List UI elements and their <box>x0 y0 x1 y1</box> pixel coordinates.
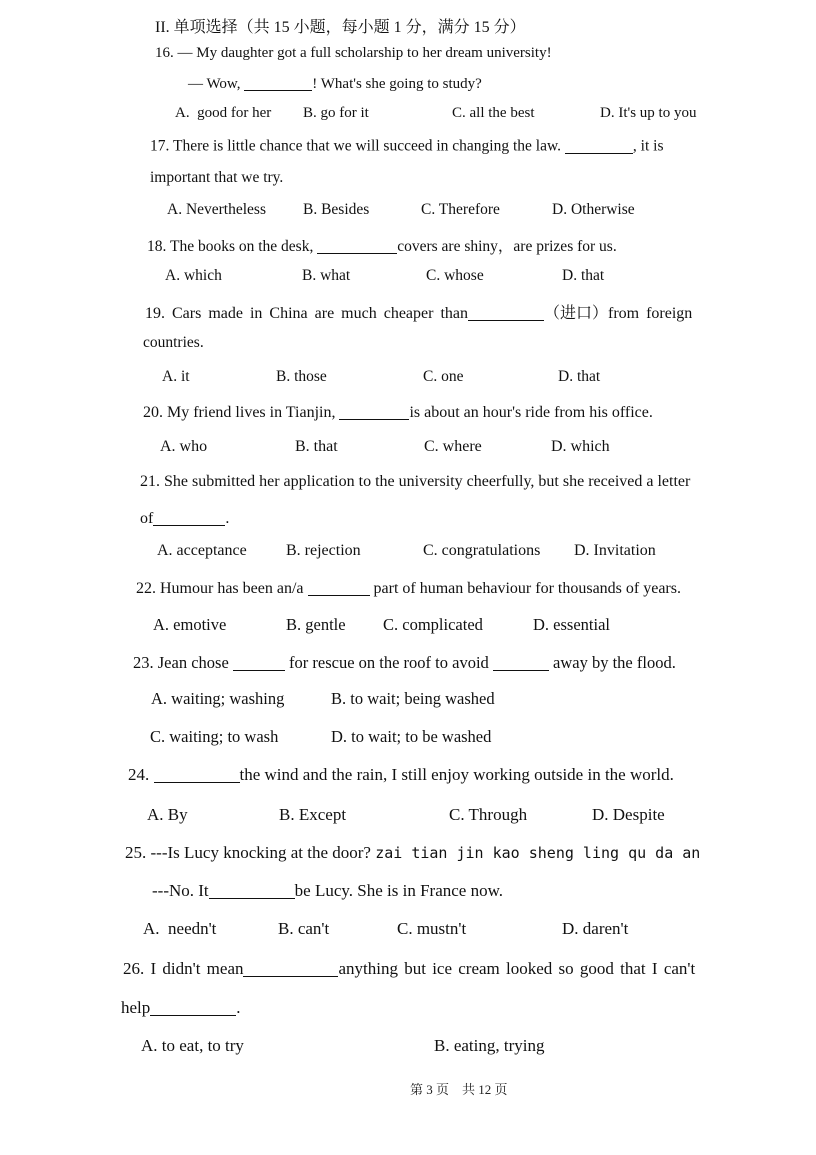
q16-response <box>188 75 482 93</box>
q20-prompt-start: 20. My friend lives in Tianjin, <box>143 404 340 421</box>
q22-blank <box>308 579 370 596</box>
q24-prompt-start: 24. <box>128 765 154 784</box>
q22-option-d: D. essential <box>533 615 610 634</box>
q23-blank-1 <box>233 654 285 672</box>
q26-blank-2 <box>150 998 236 1016</box>
q23-prompt-start: 23. Jean chose <box>133 653 233 672</box>
q21-prompt-start: of <box>140 510 154 527</box>
q25-response-end: be Lucy. She is in France now. <box>294 881 504 900</box>
q25-option-d: D. daren't <box>562 919 629 938</box>
q22-option-c: C. complicated <box>383 615 483 634</box>
q18-option-b: B. what <box>302 267 351 284</box>
q21-option-d: D. Invitation <box>574 542 656 559</box>
q19-prompt <box>145 300 692 323</box>
q17-prompt-start: 17. There is little chance that we will succeed in changing the law. <box>150 137 565 155</box>
q19-blank <box>468 304 544 321</box>
q25-option-c: C. mustn't <box>397 919 467 938</box>
q23-option-d: D. to wait; to be washed <box>331 727 492 746</box>
q21-option-b: B. rejection <box>286 542 361 559</box>
q17-prompt <box>150 137 664 156</box>
q20-prompt-end: is about an hour's ride from his office. <box>409 404 653 421</box>
q16-option-a: A. good for her <box>175 105 272 121</box>
q16-prompt: 16. — My daughter got a full scholarship to her dream university! <box>155 45 552 61</box>
q18-option-d: D. that <box>562 267 605 284</box>
q25-response <box>152 881 503 901</box>
q26-prompt-end: anything but ice cream looked so good that I can't <box>338 959 696 978</box>
q19-option-c: C. one <box>423 368 464 385</box>
q19-prompt-start: 19. Cars made in China are much cheaper than <box>145 305 468 322</box>
q19-prompt-cont: countries. <box>143 334 204 351</box>
q21-blank <box>153 509 225 526</box>
q21-prompt-end: . <box>225 510 230 527</box>
q21-option-c: C. congratulations <box>423 542 541 559</box>
q21-prompt: 21. She submitted her application to the university cheerfully, but she received a letter <box>140 473 691 490</box>
q18-prompt <box>147 234 617 256</box>
q17-option-d: D. Otherwise <box>552 201 635 218</box>
q20-option-a: A. who <box>160 438 208 455</box>
q17-prompt-cont: important that we try. <box>150 169 284 186</box>
q22-prompt-end: part of human behaviour for thousands of years. <box>369 580 681 597</box>
q22-option-b: B. gentle <box>286 615 346 634</box>
q26-prompt-cont-start: help <box>121 998 151 1017</box>
q26-prompt <box>123 959 695 979</box>
q26-option-a: A. to eat, to try <box>141 1036 244 1055</box>
q21-prompt-cont <box>140 509 229 528</box>
q16-response-end: ! What's she going to study? <box>312 76 482 92</box>
q24-option-d: D. Despite <box>592 805 665 824</box>
q18-prompt-end: covers are shiny，are prizes for us. <box>397 238 617 255</box>
q23-prompt-end: away by the flood. <box>548 653 676 672</box>
q20-option-c: C. where <box>424 438 482 455</box>
q16-response-start: — Wow, <box>188 76 245 92</box>
q17-option-a: A. Nevertheless <box>167 201 266 218</box>
q26-prompt-cont-end: . <box>236 998 241 1017</box>
q18-prompt-start: 18. The books on the desk, <box>147 238 318 255</box>
q22-option-a: A. emotive <box>153 615 227 634</box>
q25-option-a: A. needn't <box>143 919 217 938</box>
q22-prompt-start: 22. Humour has been an/a <box>136 580 308 597</box>
q17-option-c: C. Therefore <box>421 201 500 218</box>
q23-option-c: C. waiting; to wash <box>150 727 279 746</box>
q25-response-start: ---No. It <box>152 881 209 900</box>
q21-option-a: A. acceptance <box>157 542 247 559</box>
q24-prompt-end: the wind and the rain, I still enjoy working outside in the world. <box>239 765 674 784</box>
q23-prompt-mid: for rescue on the roof to avoid <box>284 653 493 672</box>
q18-blank <box>317 238 397 255</box>
q22-prompt <box>136 579 681 598</box>
q16-option-b: B. go for it <box>303 105 369 121</box>
q23-blank-2 <box>493 654 549 672</box>
q26-option-b: B. eating, trying <box>434 1036 545 1055</box>
q20-prompt <box>143 403 653 422</box>
q16-option-d: D. It's up to you <box>600 105 697 121</box>
q16-blank <box>244 75 312 91</box>
q23-option-a: A. waiting; washing <box>151 689 285 708</box>
q20-option-b: B. that <box>295 438 338 455</box>
q25-blank <box>209 881 295 899</box>
q24-option-a: A. By <box>147 805 188 824</box>
q19-option-d: D. that <box>558 368 601 385</box>
q25-option-b: B. can't <box>278 919 330 938</box>
q19-option-a: A. it <box>162 368 190 385</box>
q19-prompt-end: （进口）from foreign <box>544 305 693 322</box>
q26-blank-1 <box>243 959 338 977</box>
q24-blank <box>154 765 240 783</box>
q26-prompt-cont <box>121 998 241 1018</box>
q23-prompt <box>133 653 676 673</box>
q24-prompt <box>128 765 674 785</box>
section-header: II. 单项选择（共 15 小题，每小题 1 分，满分 15 分） <box>155 19 526 36</box>
q24-option-b: B. Except <box>279 805 347 824</box>
page-footer: 第 3 页 共 12 页 <box>410 1082 508 1097</box>
q17-blank <box>565 137 633 154</box>
q17-prompt-end: , it is <box>632 137 664 155</box>
q18-option-c: C. whose <box>426 267 484 284</box>
q17-option-b: B. Besides <box>303 201 370 218</box>
q24-option-c: C. Through <box>449 805 528 824</box>
q19-option-b: B. those <box>276 368 327 385</box>
q20-blank <box>339 403 409 420</box>
q20-option-d: D. which <box>551 438 610 455</box>
q25-prompt <box>125 843 700 863</box>
q23-option-b: B. to wait; being washed <box>331 689 495 708</box>
q26-prompt-start: 26. I didn't mean <box>123 959 244 978</box>
q18-option-a: A. which <box>165 267 222 284</box>
q25-watermark: zai tian jin kao sheng ling qu da an <box>375 844 701 862</box>
q16-option-c: C. all the best <box>452 105 535 121</box>
q25-prompt-text: 25. ---Is Lucy knocking at the door? <box>125 843 371 862</box>
